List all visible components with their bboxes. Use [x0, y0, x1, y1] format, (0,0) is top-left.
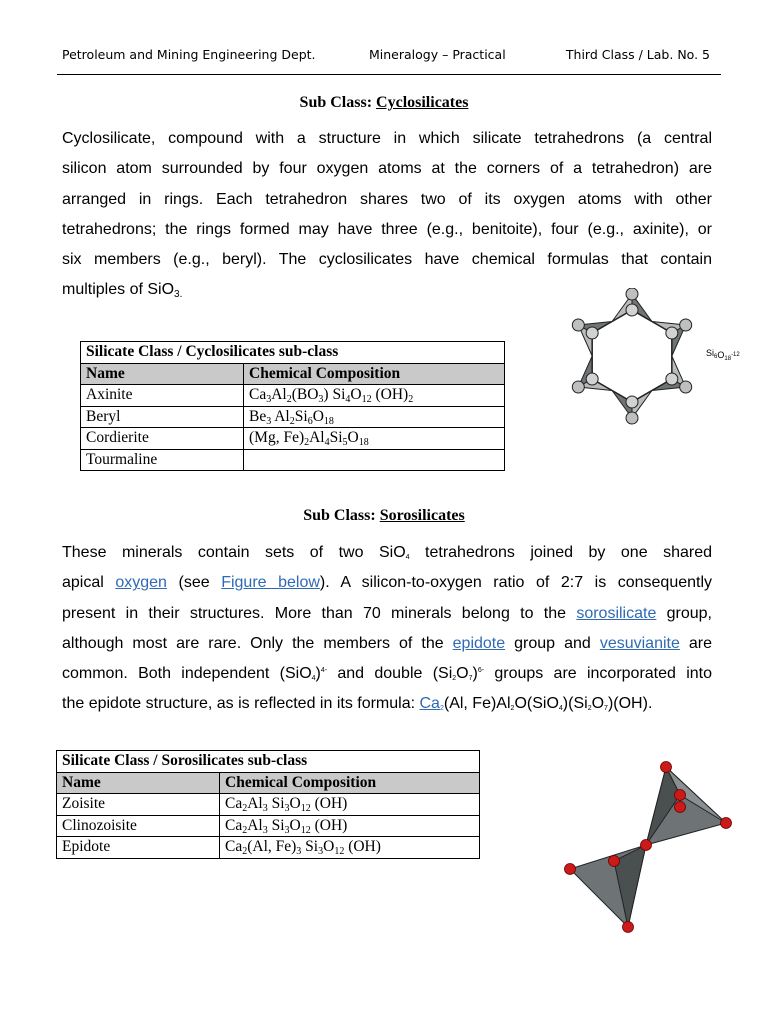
- header-divider: [57, 74, 721, 75]
- sorosilicates-paragraph: [62, 538, 712, 720]
- table-body: [57, 794, 480, 859]
- ring-bond: [592, 379, 632, 402]
- paragraph-line: [62, 689, 712, 719]
- oxygen-atom: [721, 818, 732, 829]
- paragraph-text: and double (Si: [327, 665, 453, 683]
- paragraph-text: O: [456, 665, 469, 683]
- ring-bond: [592, 310, 632, 333]
- column-header-name: Name: [57, 772, 220, 794]
- paragraph-line: [62, 629, 712, 659]
- cyclosilicates-paragraph: [62, 124, 712, 306]
- oxygen-atom: [680, 319, 692, 331]
- mineral-name: Cordierite: [81, 428, 244, 450]
- formula-label-part: -12: [731, 352, 740, 358]
- oxygen-atom: [586, 373, 598, 385]
- paragraph-text: tetrahedrons joined by one shared: [409, 544, 712, 561]
- chemical-composition: (Mg, $Fe)_2Al_4Si_5O_{18}$: [244, 428, 505, 450]
- paragraph-text: the epidote structure, as is reflected in its formula:: [62, 695, 420, 713]
- cyclosilicates-title-term: Cyclosilicates: [376, 94, 469, 111]
- cyclosilicates-table: [80, 341, 505, 471]
- paragraph-text: O: [591, 695, 605, 713]
- chemical-composition: $Ca_2Al_3$ $Si_3O_{12}$ (OH): [220, 815, 480, 837]
- formula-label: [706, 348, 740, 362]
- page-header: [62, 45, 718, 67]
- paragraph-text: )(OH).: [607, 695, 653, 713]
- mineral-name: Beryl: [81, 406, 244, 428]
- chemical-composition: $Ca_2Al_3$ $Si_3O_{12}$ (OH): [220, 794, 480, 816]
- sorosilicate-double-tetrahedron: [556, 755, 736, 935]
- oxygen-atom: [675, 790, 686, 801]
- paragraph-line: [62, 599, 712, 629]
- superscript: 6-: [477, 667, 485, 675]
- paragraph-text: ). A silicon-to-oxygen ratio of 2:7 is consequently: [319, 574, 712, 592]
- cyclosilicates-title-prefix: Sub Class:: [299, 94, 377, 111]
- oxygen-atom: [609, 856, 620, 867]
- sorosilicates-title-term: Sorosilicates: [379, 507, 465, 524]
- table-caption-row: [57, 751, 480, 773]
- table-row: [57, 815, 480, 837]
- oxygen-atom: [565, 864, 576, 875]
- paragraph-text: ): [472, 665, 478, 683]
- paragraph-line: six members (e.g., beryl). The cyclosilicates have chemical formulas that contain: [62, 251, 712, 269]
- chemical-composition: $Ca_2(Al$, $Fe)_3$ $Si_3O_{12}$ (OH): [220, 837, 480, 859]
- paragraph-text: ): [315, 665, 321, 683]
- chemical-composition: $Ca_3Al_2(BO_3)$ $Si_4O_{12}$ $(OH)_2$: [244, 385, 505, 407]
- table-row: [81, 385, 505, 407]
- oxygen-atom: [572, 381, 584, 393]
- subscript: 2: [587, 705, 592, 713]
- ring-bond: [632, 310, 672, 333]
- oxygen-atom: [680, 381, 692, 393]
- table-row: [81, 449, 505, 471]
- paragraph-text: although most are rare. Only the members of the: [62, 634, 453, 652]
- oxygen-atom: [626, 412, 638, 424]
- sorosilicate-link[interactable]: sorosilicate: [576, 604, 657, 622]
- paragraph-line: [62, 538, 712, 568]
- paragraph-line: Cyclosilicate, compound with a structure in which silicate tetrahedrons (a central: [62, 130, 712, 147]
- paragraph-text: multiples of SiO: [62, 281, 175, 299]
- paragraph-line: [62, 659, 712, 689]
- table-body: [81, 385, 505, 471]
- table-header-row: [57, 772, 480, 794]
- cyclosilicates-title: [0, 94, 768, 112]
- table-caption: Silicate Class / Sorosilicates sub-class: [57, 751, 480, 773]
- formula-label-part: O: [717, 350, 725, 360]
- oxygen-atom: [666, 327, 678, 339]
- table-row: [81, 406, 505, 428]
- formula-label-part: Si: [706, 348, 715, 358]
- table-caption-row: [81, 342, 505, 364]
- subscript: 2: [452, 675, 457, 683]
- paragraph-text: group and: [505, 634, 600, 652]
- oxygen-atom: [572, 319, 584, 331]
- header-department: Petroleum and Mining Engineering Dept.: [62, 47, 316, 62]
- mineral-name: Tourmaline: [81, 449, 244, 471]
- table-row: [57, 794, 480, 816]
- ring-bond: [632, 379, 672, 402]
- paragraph-text: present in their structures. More than 70 minerals belong to the: [62, 604, 577, 622]
- sorosilicates-table: [56, 750, 480, 859]
- subscript: 3.: [174, 289, 183, 301]
- oxygen-atom: [675, 802, 686, 813]
- oxygen-atom: [661, 762, 672, 773]
- formula-label-part: 6: [714, 354, 718, 360]
- mineral-name: Clinozoisite: [57, 815, 220, 837]
- column-header-name: Name: [81, 363, 244, 385]
- sorosilicates-title-prefix: Sub Class:: [303, 507, 380, 524]
- subscript: 7: [604, 705, 608, 713]
- paragraph-text: )(Si: [562, 695, 588, 713]
- table-row: [81, 428, 505, 450]
- subscript: 2: [510, 705, 515, 713]
- header-course: Mineralogy – Practical: [369, 47, 506, 62]
- paragraph-text: apical: [62, 574, 116, 592]
- paragraph-text: groups are incorporated into: [484, 665, 712, 683]
- subscript: 4: [405, 554, 410, 561]
- oxygen-link[interactable]: oxygen: [115, 574, 167, 592]
- paragraph-line: arranged in rings. Each tetrahedron shares two of its oxygen atoms with other: [62, 190, 712, 208]
- link-text: Ca: [419, 695, 440, 713]
- paragraph-text: These minerals contain sets of two SiO: [62, 544, 406, 561]
- vesuvianite-link[interactable]: vesuvianite: [599, 634, 680, 652]
- oxygen-atom: [666, 373, 678, 385]
- oxygen-atom: [641, 840, 652, 851]
- header-lab-number: Third Class / Lab. No. 5: [565, 47, 710, 62]
- paragraph-text: O(SiO: [514, 695, 559, 713]
- chemical-composition: [244, 449, 505, 471]
- paragraph-text: common. Both independent (SiO: [62, 665, 312, 683]
- calcium-link[interactable]: [420, 695, 444, 712]
- oxygen-atom: [626, 396, 638, 408]
- paragraph-text: (Al, Fe)Al: [443, 695, 511, 713]
- formula-label-part: 18: [724, 356, 732, 362]
- oxygen-atom: [626, 304, 638, 316]
- paragraph-text: (see: [166, 574, 222, 592]
- epidote-link[interactable]: epidote: [452, 634, 506, 652]
- paragraph-line: tetrahedrons; the rings formed may have three (e.g., benitoite), four (e.g., axinite), or: [62, 220, 712, 238]
- mineral-name: Zoisite: [57, 794, 220, 816]
- sorosilicates-title: [0, 507, 768, 525]
- cyclosilicate-ring-molecule: [570, 288, 750, 430]
- column-header-composition: Chemical Composition: [220, 772, 480, 794]
- figure-below-link[interactable]: Figure below: [221, 574, 320, 592]
- paragraph-text: group,: [656, 604, 712, 622]
- paragraph-line: silicon atom surrounded by four oxygen atoms at the corners of a tetrahedron) are: [62, 160, 712, 178]
- table-header-row: [81, 363, 505, 385]
- paragraph-line: [62, 568, 712, 598]
- table-row: [57, 837, 480, 859]
- table-caption: Silicate Class / Cyclosilicates sub-class: [81, 342, 505, 364]
- superscript: 4-: [320, 667, 328, 675]
- oxygen-atom: [586, 327, 598, 339]
- subscript: 4: [558, 705, 563, 713]
- mineral-name: Axinite: [81, 385, 244, 407]
- subscript: 4: [311, 675, 316, 683]
- chemical-composition: $Be_3$ $Al_2Si_6O_{18}$: [244, 406, 505, 428]
- subscript: 7: [468, 675, 473, 683]
- subscript: 2: [439, 705, 444, 713]
- paragraph-text: are: [679, 634, 712, 652]
- oxygen-atom: [623, 922, 634, 933]
- oxygen-atom: [626, 288, 638, 300]
- column-header-composition: Chemical Composition: [244, 363, 505, 385]
- mineral-name: Epidote: [57, 837, 220, 859]
